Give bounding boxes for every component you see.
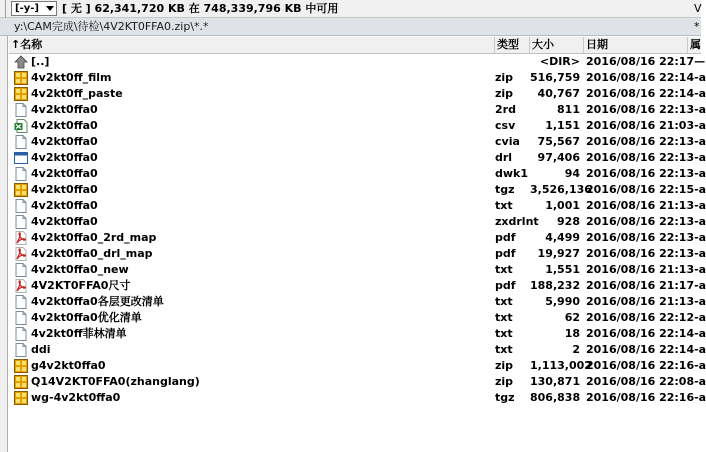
file-name: 4v2kt0ffa0优化清单 — [31, 311, 142, 324]
file-name: Q14V2KT0FFA0(zhanglang) — [31, 375, 200, 388]
archive-icon — [14, 183, 28, 197]
file-row[interactable] — [9, 86, 706, 102]
file-ext: dwk1 — [495, 167, 529, 180]
file-ext: zip — [495, 87, 514, 100]
file-name: wg-4v2kt0ffa0 — [31, 391, 121, 404]
file-date: 2016/08/16 22:13-a — [586, 167, 706, 180]
file-icon — [14, 167, 28, 181]
file-date: 2016/08/16 21:13-a — [586, 295, 706, 308]
file-size: 806,838 — [530, 391, 581, 404]
file-ext: csv — [495, 119, 516, 132]
file-size: 40,767 — [537, 87, 580, 100]
file-icon — [14, 311, 28, 325]
file-row[interactable] — [9, 182, 706, 198]
file-size: 1,551 — [545, 263, 580, 276]
file-date: 2016/08/16 22:16-a — [586, 359, 706, 372]
file-name: 4v2kt0ffa0 — [31, 119, 98, 132]
file-date: 2016/08/16 22:13-a — [586, 135, 706, 148]
file-row[interactable] — [9, 278, 706, 294]
archive-icon — [14, 375, 28, 389]
archive-icon — [14, 359, 28, 373]
file-name: [..] — [31, 55, 50, 68]
file-date: 2016/08/16 22:14-a — [586, 327, 706, 340]
file-list — [9, 54, 706, 406]
file-size: 97,406 — [537, 151, 580, 164]
drive-selector[interactable] — [11, 1, 57, 16]
file-size: 188,232 — [530, 279, 581, 292]
file-size: 2 — [572, 343, 580, 356]
file-size: 1,151 — [545, 119, 580, 132]
file-size: 928 — [557, 215, 580, 228]
archive-icon — [14, 71, 28, 85]
file-name: 4v2kt0ffa0 — [31, 103, 98, 116]
file-ext: zip — [495, 359, 514, 372]
file-ext: cvia — [495, 135, 520, 148]
file-ext: pdf — [495, 279, 516, 292]
file-date: 2016/08/16 22:14-a — [586, 343, 706, 356]
file-row[interactable] — [9, 230, 706, 246]
file-size: 94 — [564, 167, 580, 180]
file-date: 2016/08/16 22:13-a — [586, 215, 706, 228]
file-ext: txt — [495, 311, 513, 324]
column-header — [9, 37, 701, 54]
file-name: 4v2kt0ffa0 — [31, 183, 98, 196]
drive-label: [-y-] — [15, 3, 39, 14]
file-name: 4v2kt0ffa0 — [31, 199, 98, 212]
file-name: g4v2kt0ffa0 — [31, 359, 106, 372]
file-ext: zip — [495, 71, 514, 84]
file-date: 2016/08/16 21:03-a — [586, 119, 706, 132]
file-row[interactable] — [9, 390, 706, 406]
file-ext: pdf — [495, 247, 516, 260]
file-size: 19,927 — [537, 247, 580, 260]
file-ext: drl — [495, 151, 513, 164]
file-size: 62 — [564, 311, 580, 324]
file-name: 4v2kt0ff_film — [31, 71, 112, 84]
file-size: 130,871 — [530, 375, 581, 388]
file-size: 811 — [557, 103, 580, 116]
file-row[interactable] — [9, 214, 706, 230]
file-row[interactable] — [9, 310, 706, 326]
file-size: 1,113,002 — [530, 359, 592, 372]
file-name: 4v2kt0ff_paste — [31, 87, 123, 100]
file-name: 4v2kt0ffa0 — [31, 215, 98, 228]
column-name[interactable]: ↑名称 — [9, 37, 495, 53]
column-date[interactable]: 日期 — [584, 37, 688, 53]
file-date: 2016/08/16 22:12-a — [586, 311, 706, 324]
file-date: 2016/08/16 22:13-a — [586, 247, 706, 260]
file-row[interactable] — [9, 134, 706, 150]
file-icon — [14, 135, 28, 149]
window-icon — [14, 151, 28, 165]
up-folder-icon — [14, 55, 28, 69]
file-ext: zxdrlnt — [495, 215, 539, 228]
right-panel-drive-label[interactable]: V — [694, 2, 702, 15]
file-ext: zip — [495, 375, 514, 388]
pdf-icon — [14, 247, 28, 261]
drive-toolbar — [0, 0, 701, 18]
file-row[interactable] — [9, 342, 706, 358]
file-date: 2016/08/16 22:08-a — [586, 375, 706, 388]
file-ext: pdf — [495, 231, 516, 244]
file-name: 4v2kt0ffa0各层更改清单 — [31, 295, 164, 308]
file-ext: txt — [495, 327, 513, 340]
file-ext: tgz — [495, 183, 515, 196]
file-date: 2016/08/16 22:17— — [586, 55, 706, 68]
left-panel-edge — [0, 36, 8, 452]
file-date: 2016/08/16 21:13-a — [586, 199, 706, 212]
file-row[interactable] — [9, 326, 706, 342]
current-path[interactable]: y:\CAM完成\待检\4V2KT0FFA0.zip\*.* — [14, 20, 209, 33]
right-panel-path[interactable]: * — [694, 20, 700, 33]
file-row[interactable] — [9, 374, 706, 390]
file-date: 2016/08/16 22:16-a — [586, 391, 706, 404]
file-name: 4v2kt0ffa0 — [31, 167, 98, 180]
file-name: 4v2kt0ff菲林清单 — [31, 327, 127, 340]
file-icon — [14, 103, 28, 117]
file-size: <DIR> — [539, 55, 580, 68]
file-size: 3,526,136 — [530, 183, 592, 196]
column-ext[interactable]: 类型 — [495, 37, 530, 53]
file-icon — [14, 199, 28, 213]
file-size: 516,759 — [530, 71, 581, 84]
file-name: 4V2KT0FFA0尺寸 — [31, 279, 131, 292]
file-icon — [14, 215, 28, 229]
file-ext: txt — [495, 295, 513, 308]
file-row[interactable] — [9, 294, 706, 310]
excel-icon — [14, 119, 28, 133]
file-date: 2016/08/16 22:14-a — [586, 71, 706, 84]
file-name: 4v2kt0ffa0_drl_map — [31, 247, 153, 260]
file-icon — [14, 343, 28, 357]
pdf-icon — [14, 279, 28, 293]
free-space-info: [ 无 ] 62,341,720 KB 在 748,339,796 KB 中可用 — [62, 2, 339, 15]
file-row[interactable] — [9, 54, 706, 70]
file-name: ddi — [31, 343, 51, 356]
file-date: 2016/08/16 22:15-a — [586, 183, 706, 196]
path-bar — [0, 18, 701, 36]
file-row[interactable] — [9, 166, 706, 182]
file-name: 4v2kt0ffa0_new — [31, 263, 129, 276]
file-icon — [14, 327, 28, 341]
file-size: 4,499 — [545, 231, 580, 244]
archive-icon — [14, 87, 28, 101]
file-ext: 2rd — [495, 103, 516, 116]
file-row[interactable] — [9, 118, 706, 134]
file-icon — [14, 263, 28, 277]
file-row[interactable] — [9, 246, 706, 262]
file-icon — [14, 295, 28, 309]
file-row[interactable] — [9, 150, 706, 166]
file-ext: txt — [495, 263, 513, 276]
file-date: 2016/08/16 22:13-a — [586, 151, 706, 164]
chevron-down-icon[interactable] — [46, 6, 54, 11]
file-name: 4v2kt0ffa0 — [31, 151, 98, 164]
file-row[interactable] — [9, 198, 706, 214]
file-size: 5,990 — [545, 295, 580, 308]
file-row[interactable] — [9, 358, 706, 374]
archive-icon — [14, 391, 28, 405]
file-ext: tgz — [495, 391, 515, 404]
file-date: 2016/08/16 21:17-a — [586, 279, 706, 292]
column-attr[interactable]: 属 — [690, 38, 701, 51]
file-ext: txt — [495, 199, 513, 212]
file-ext: txt — [495, 343, 513, 356]
file-size: 1,001 — [545, 199, 580, 212]
file-row[interactable] — [9, 70, 706, 86]
file-date: 2016/08/16 22:14-a — [586, 87, 706, 100]
file-row[interactable] — [9, 102, 706, 118]
file-size: 75,567 — [537, 135, 580, 148]
pdf-icon — [14, 231, 28, 245]
file-date: 2016/08/16 22:13-a — [586, 103, 706, 116]
file-ext — [495, 54, 535, 70]
file-size: 18 — [564, 327, 580, 340]
toolbar-divider — [5, 0, 6, 18]
column-size[interactable]: 大小 — [530, 37, 584, 53]
file-date: 2016/08/16 22:13-a — [586, 231, 706, 244]
file-name: 4v2kt0ffa0 — [31, 135, 98, 148]
file-date: 2016/08/16 21:13-a — [586, 263, 706, 276]
file-row[interactable] — [9, 262, 706, 278]
file-name: 4v2kt0ffa0_2rd_map — [31, 231, 157, 244]
